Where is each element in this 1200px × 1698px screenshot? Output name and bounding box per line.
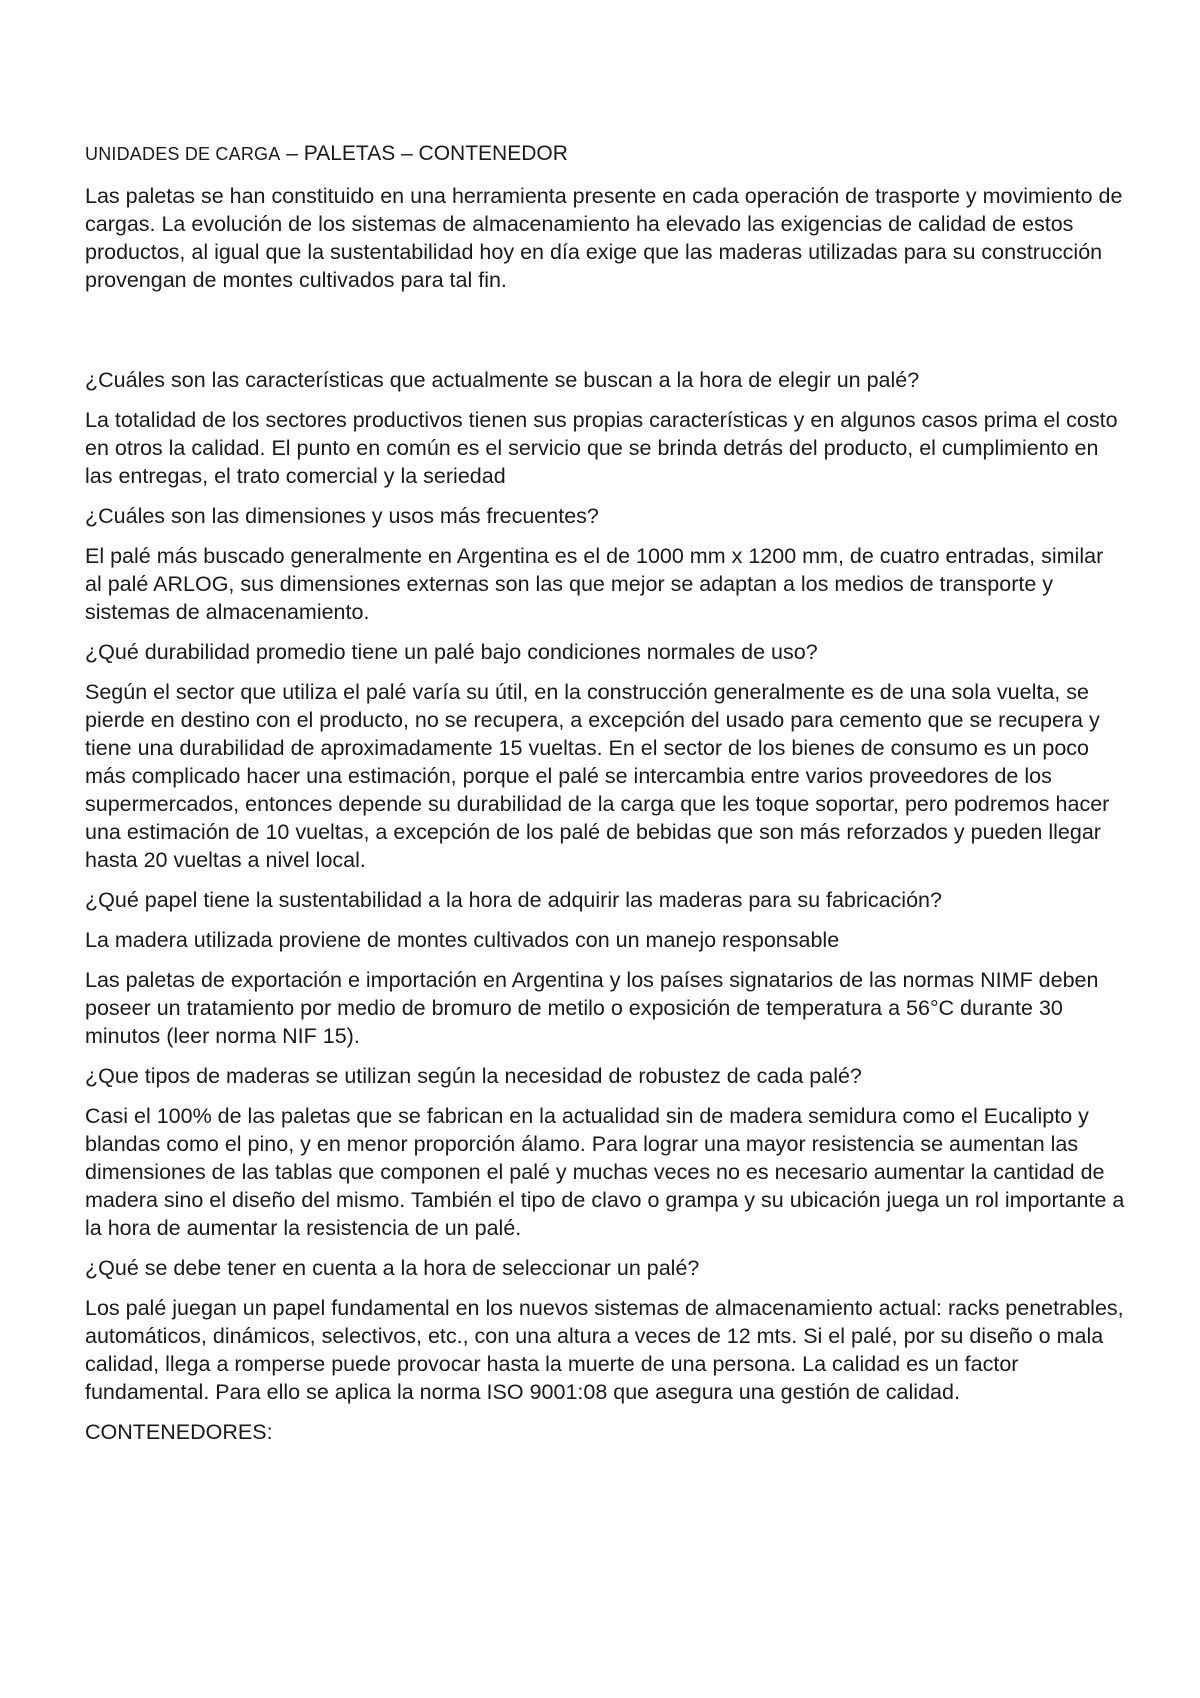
title-part-1: UNIDADES DE CARGA [85,144,281,164]
intro-paragraph: Las paletas se han constituido en una herramienta presente en cada operación de trasporte y movimiento de cargas. La evolución de los sistemas de almacenamiento ha elevado las exigencias de calidad de estos productos, al igual que la sustentabilidad hoy en día exige que las maderas utilizadas para su construcción provengan de montes cultivados para tal fin. [85,184,1123,292]
answer-sustainability-2: Las paletas de exportación e importación en Argentina y los países signatarios de las normas NIMF deben poseer un tratamiento por medio de bromuro de metilo o exposición de temperatura a 56°C durante 30 minutos (leer norma NIF 15). [85,968,1099,1048]
section-heading-containers: CONTENEDORES: [85,1420,273,1444]
question-selection: ¿Qué se debe tener en cuenta a la hora de seleccionar un palé? [85,1256,700,1280]
question-dimensions: ¿Cuáles son las dimensiones y usos más frecuentes? [85,504,599,528]
title-part-2: – PALETAS – CONTENEDOR [280,142,568,165]
answer-characteristics: La totalidad de los sectores productivos tienen sus propias características y en algunos casos prima el costo en otros la calidad. El punto en común es el servicio que se brinda detrás del producto, el cumplimiento en las entregas, el trato comercial y la seriedad [85,408,1118,488]
question-sustainability: ¿Qué papel tiene la sustentabilidad a la hora de adquirir las maderas para su fabricación? [85,888,942,912]
question-durability: ¿Qué durabilidad promedio tiene un palé bajo condiciones normales de uso? [85,640,818,664]
answer-dimensions: El palé más buscado generalmente en Argentina es el de 1000 mm x 1200 mm, de cuatro entradas, similar al palé ARLOG, sus dimensiones externas son las que mejor se adaptan a los medios de transporte y sistemas de almacenamiento. [85,544,1104,624]
question-characteristics: ¿Cuáles son las características que actualmente se buscan a la hora de elegir un palé? [85,368,920,392]
document-page [85,140,1125,1446]
document-title [85,140,1125,168]
question-wood-types: ¿Que tipos de maderas se utilizan según la necesidad de robustez de cada palé? [85,1064,862,1088]
blank-space [85,306,1125,366]
answer-wood-types: Casi el 100% de las paletas que se fabrican en la actualidad sin de madera semidura como el Eucalipto y blandas como el pino, y en menor proporción álamo. Para lograr una mayor resistencia se aumentan las dimensiones de las tablas que componen el palé y muchas veces no es necesario aumentar la cantidad de madera sino el diseño del mismo. También el tipo de clavo o grampa y su ubicación juega un rol importante a la hora de aumentar la resistencia de un palé. [85,1104,1125,1240]
answer-selection: Los palé juegan un papel fundamental en los nuevos sistemas de almacenamiento actual: racks penetrables, automáticos, dinámicos, selectivos, etc., con una altura a veces de 12 mts. Si el palé, por su diseño o mala calidad, llega a romperse puede provocar hasta la muerte de una persona. La calidad es un factor fundamental. Para ello se aplica la norma ISO 9001:08 que asegura una gestión de calidad. [85,1296,1124,1404]
answer-durability: Según el sector que utiliza el palé varía su útil, en la construcción generalmente es de una sola vuelta, se pierde en destino con el producto, no se recupera, a excepción del usado para cemento que se recupera y tiene una durabilidad de aproximadamente 15 vueltas. En el sector de los bienes de consumo es un poco más complicado hacer una estimación, porque el palé se intercambia entre varios proveedores de los supermercados, entonces depende su durabilidad de la carga que les toque soportar, pero podremos hacer una estimación de 10 vueltas, a excepción de los palé de bebidas que son más reforzados y pueden llegar hasta 20 vueltas a nivel local. [85,680,1110,872]
answer-sustainability-1: La madera utilizada proviene de montes cultivados con un manejo responsable [85,928,840,952]
